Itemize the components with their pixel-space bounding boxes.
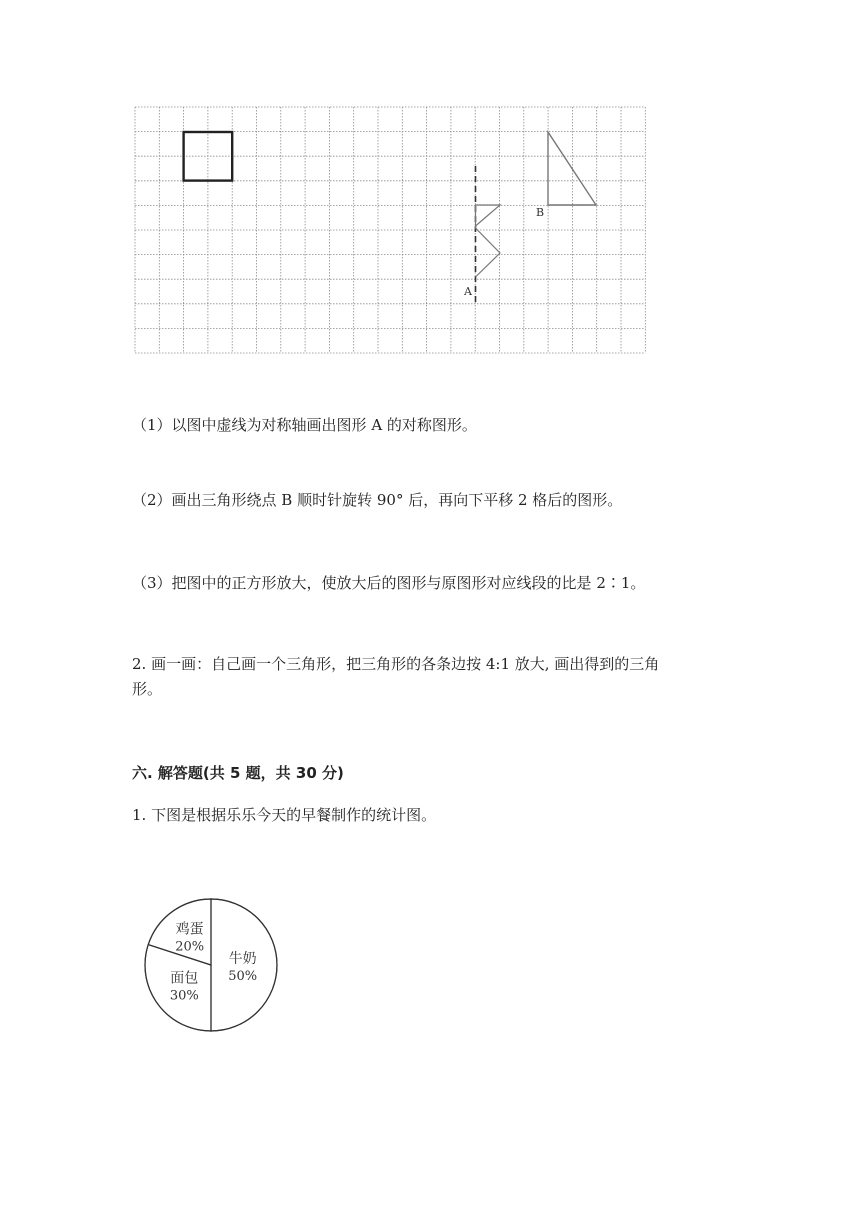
question-1-3: （3）把图中的正方形放大，使放大后的图形与原图形对应线段的比是 2∶1。: [132, 574, 646, 592]
pie-slice-label: 牛奶: [228, 951, 257, 967]
figure-a: [476, 205, 501, 277]
question-2-line2: 形。: [132, 680, 163, 698]
question-2-line1: 2. 画一画：自己画一个三角形，把三角形的各条边按 4:1 放大, 画出得到的三角: [132, 655, 660, 673]
pie-value-label: 30%: [169, 988, 199, 1004]
grid-figure: [128, 104, 648, 360]
label-b: B: [536, 206, 545, 219]
label-a: A: [464, 285, 472, 298]
pie-slice-label: 面包: [170, 970, 199, 987]
pie-value-label: 50%: [228, 969, 258, 984]
question-1-2: （2）画出三角形绕点 B 顺时针旋转 90° 后，再向下平移 2 格后的图形。: [132, 491, 623, 509]
pie-slice-label: 鸡蛋: [175, 921, 204, 938]
section-question-1: 1. 下图是根据乐乐今天的早餐制作的统计图。: [132, 806, 437, 824]
pie-chart: [138, 892, 284, 1038]
question-1-1: （1）以图中虚线为对称轴画出图形 A 的对称图形。: [132, 416, 477, 434]
grid-lines: [135, 107, 645, 353]
pie-value-label: 20%: [175, 939, 205, 955]
section-title: 六. 解答题(共 5 题，共 30 分): [132, 764, 344, 782]
